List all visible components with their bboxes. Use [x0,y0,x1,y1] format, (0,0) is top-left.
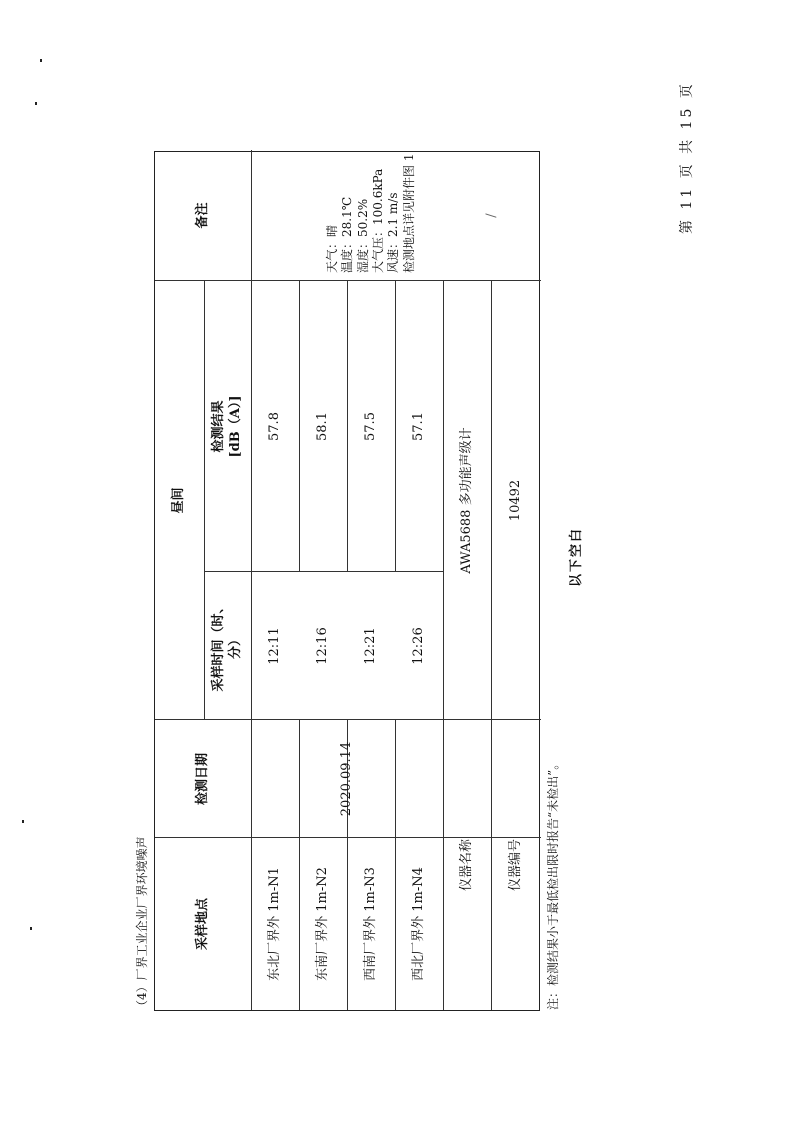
instrument-name-value: AWA5688 多功能声级计 [458,427,474,574]
scan-speck [22,820,24,823]
header-sample-time: 采样时间（时、分） [211,600,243,692]
row3-result: 57.5 [362,412,378,441]
remark-humidity: 湿度：50.2% [355,198,370,273]
instrument-id-label: 仪器编号 [507,839,523,892]
header-date: 检测日期 [194,753,210,806]
remark-wind: 风速：2.1 m/s [386,192,401,273]
header-daytime: 昼间 [171,487,187,514]
remark-location-ref: 检测地点详见附件图 1 [401,153,416,273]
noise-table [154,151,540,1011]
empty-mark: / [483,213,499,218]
row2-location: 东南厂界外 1m-N2 [314,867,330,981]
remark-temperature: 温度：28.1℃ [340,196,355,273]
footnote: 注：检测结果小于最低检出限时报告“未检出”。 [546,757,560,1010]
instrument-name-label: 仪器名称 [458,839,474,892]
scan-speck [35,102,37,105]
row4-time: 12:26 [410,627,426,665]
row2-result: 58.1 [314,412,330,441]
row3-time: 12:21 [362,627,378,665]
row2-time: 12:16 [314,627,330,665]
detection-date: 2020.09.14 [338,741,354,817]
scan-speck [30,927,32,930]
header-remarks: 备注 [194,202,210,229]
row1-location: 东北厂界外 1m-N1 [266,867,282,981]
row4-location: 西北厂界外 1m-N4 [410,867,426,981]
page-number: 第 11 页 共 15 页 [679,81,695,234]
row1-result: 57.8 [266,412,282,441]
table-caption: （4）厂界工业企业厂界环境噪声 [135,836,149,1012]
row1-time: 12:11 [266,627,282,665]
remarks-block [291,150,451,281]
end-note: 以下空白 [569,526,584,587]
scan-speck [40,59,42,62]
header-result: 检测结果[dB（A）] [211,395,243,458]
row4-result: 57.1 [410,412,426,441]
row3-location: 西南厂界外 1m-N3 [362,867,378,981]
remark-pressure: 大气压：100.6kPa [371,168,385,273]
header-location: 采样地点 [194,898,210,951]
instrument-id-value: 10492 [507,479,523,522]
remark-weather: 天气：晴 [324,224,339,273]
